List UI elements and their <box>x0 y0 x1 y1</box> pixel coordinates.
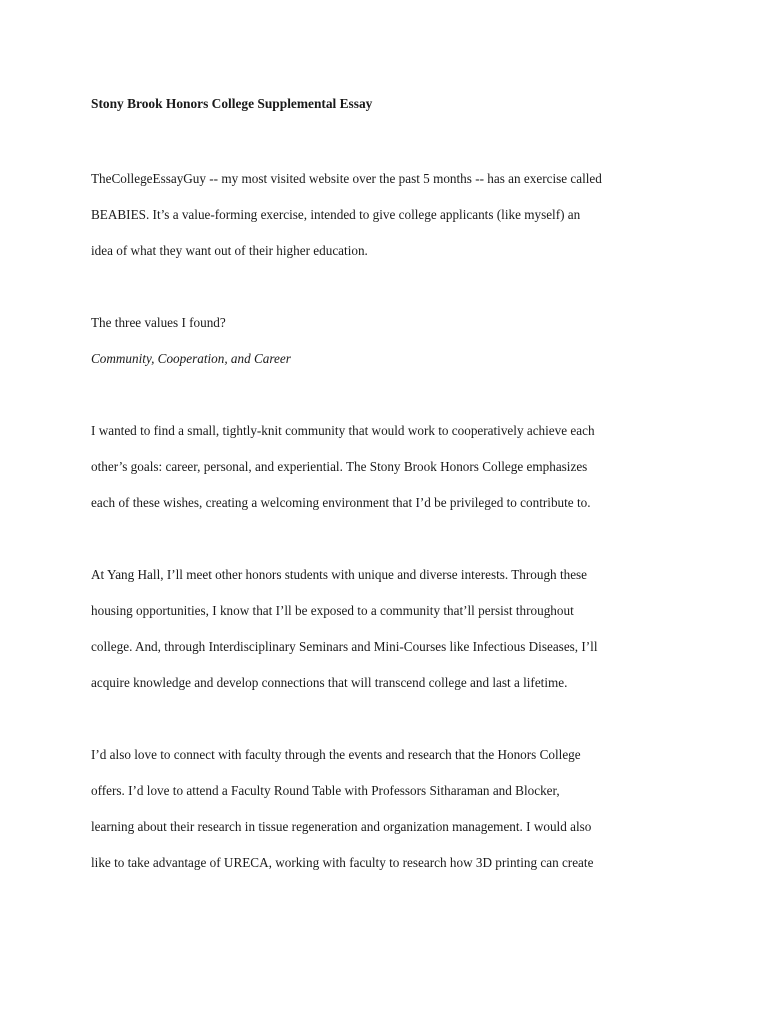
document-body <box>91 92 691 881</box>
text-line: The three values I found? <box>91 315 226 330</box>
text-line: At Yang Hall, I’ll meet other honors students with unique and diverse interests. Through these <box>91 567 588 582</box>
text-line-italic: Community, Cooperation, and Career <box>91 351 291 366</box>
text-line: learning about their research in tissue regeneration and organization management. I would also <box>91 819 592 834</box>
text-line: like to take advantage of URECA, working with faculty to research how 3D printing can create <box>91 855 594 870</box>
paragraph-faculty <box>91 737 691 881</box>
text-line: BEABIES. It’s a value-forming exercise, intended to give college applicants (like myself) an <box>91 207 581 222</box>
text-line: I wanted to find a small, tightly-knit community that would work to cooperatively achieve each <box>91 423 595 438</box>
text-line: TheCollegeEssayGuy -- my most visited website over the past 5 months -- has an exercise called <box>91 171 602 186</box>
text-line: I’d also love to connect with faculty through the events and research that the Honors College <box>91 747 581 762</box>
text-line: college. And, through Interdisciplinary Seminars and Mini-Courses like Infectious Diseases, I’ll <box>91 639 598 654</box>
paragraph-values <box>91 341 691 377</box>
paragraph-question <box>91 305 691 341</box>
text-line: offers. I’d love to attend a Faculty Round Table with Professors Sitharaman and Blocker, <box>91 783 560 798</box>
text-line: idea of what they want out of their higher education. <box>91 243 368 258</box>
paragraph-intro <box>91 161 691 269</box>
paragraph-yang-hall <box>91 557 691 701</box>
text-line: acquire knowledge and develop connections that will transcend college and last a lifetime. <box>91 675 568 690</box>
text-line: each of these wishes, creating a welcoming environment that I’d be privileged to contribute to. <box>91 495 591 510</box>
paragraph-community <box>91 413 691 521</box>
text-line: housing opportunities, I know that I’ll be exposed to a community that’ll persist throughout <box>91 603 574 618</box>
text-line: other’s goals: career, personal, and experiential. The Stony Brook Honors College emphasizes <box>91 459 588 474</box>
essay-title: Stony Brook Honors College Supplemental Essay <box>91 96 373 111</box>
